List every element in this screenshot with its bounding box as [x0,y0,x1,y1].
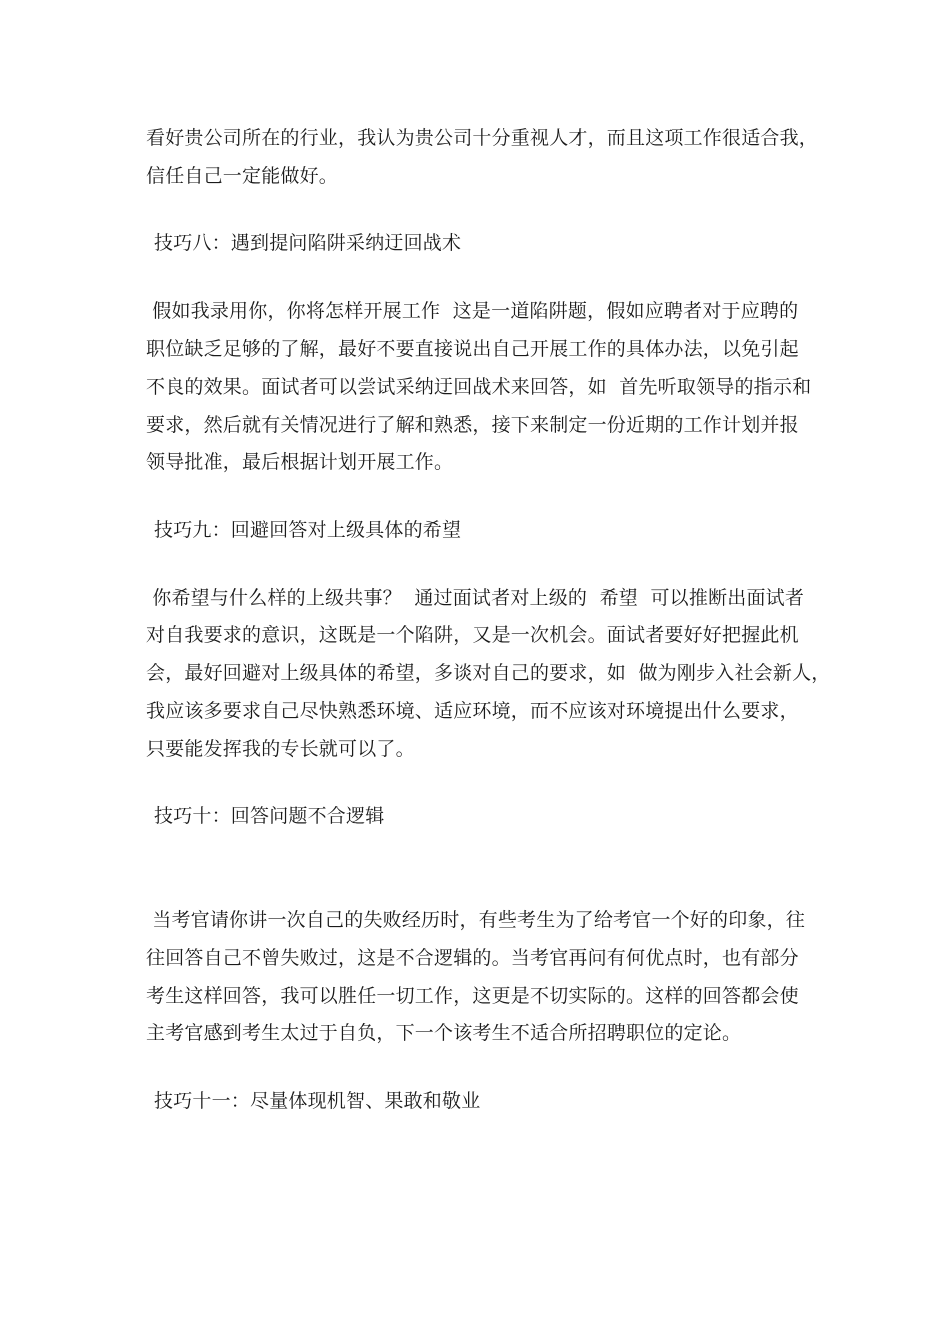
paragraph-9-line-5: 只要能发挥我的专长就可以了。 [146,738,415,760]
intro-line-1: 看好贵公司所在的行业，我认为贵公司十分重视人才，而且这项工作很适合我， [146,127,819,149]
section-heading-9: 技巧九：回避回答对上级具体的希望 [154,519,462,541]
paragraph-9-line-2: 对自我要求的意识，这既是一个陷阱，又是一次机会。面试者要好好把握此机 [146,624,799,646]
paragraph-8-line-2: 职位缺乏足够的了解，最好不要直接说出自己开展工作的具体办法，以免引起 [146,338,799,360]
paragraph-9-line-3: 会，最好回避对上级具体的希望，多谈对自己的要求，如 做为刚步入社会新人， [146,662,831,684]
section-heading-10: 技巧十：回答问题不合逻辑 [154,805,385,827]
paragraph-8-line-5: 领导批准，最后根据计划开展工作。 [146,451,454,473]
paragraph-10-line-2: 往回答自己不曾失败过，这是不合逻辑的。当考官再问有何优点时，也有部分 [146,947,799,969]
paragraph-8-line-1: 假如我录用你，你将怎样开展工作 这是一道陷阱题，假如应聘者对于应聘的 [146,300,799,322]
paragraph-9-line-1: 你希望与什么样的上级共事？ 通过面试者对上级的 希望 可以推断出面试者 [146,587,805,609]
paragraph-9-line-4: 我应该多要求自己尽快熟悉环境、适应环境，而不应该对环境提出什么要求， [146,700,799,722]
paragraph-8-line-3: 不良的效果。面试者可以尝试采纳迂回战术来回答，如 首先听取领导的指示和 [146,376,812,398]
paragraph-8-line-4: 要求，然后就有关情况进行了解和熟悉，接下来制定一份近期的工作计划并报 [146,414,799,436]
intro-line-2: 信任自己一定能做好。 [146,165,339,187]
paragraph-10-line-4: 主考官感到考生太过于自负，下一个该考生不适合所招聘职位的定论。 [146,1022,742,1044]
section-heading-8: 技巧八：遇到提问陷阱采纳迂回战术 [154,232,462,254]
section-heading-11: 技巧十一：尽量体现机智、果敢和敬业 [154,1090,481,1112]
paragraph-10-line-1: 当考官请你讲一次自己的失败经历时，有些考生为了给考官一个好的印象，往 [146,909,806,931]
paragraph-10-line-3: 考生这样回答，我可以胜任一切工作，这更是不切实际的。这样的回答都会使 [146,985,799,1007]
